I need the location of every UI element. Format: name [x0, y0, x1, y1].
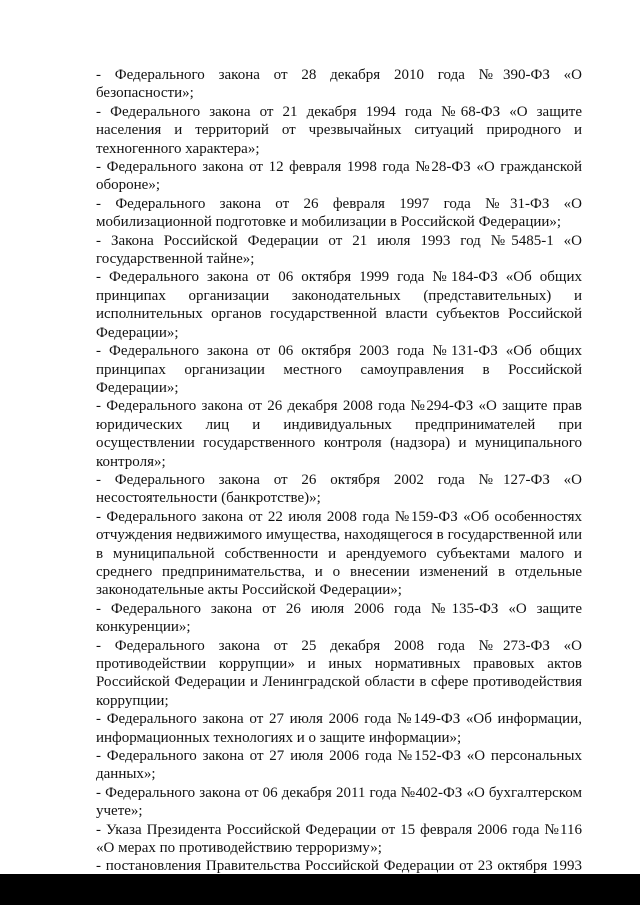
list-item: - Федерального закона от 27 июля 2006 года №149-ФЗ «Об информации, информационных технологиях и о защите информации»;: [96, 711, 582, 746]
list-item: - Федерального закона от 12 февраля 1998 года №28-ФЗ «О гражданской обороне»;: [96, 159, 582, 194]
list-item: - Федерального закона от 26 декабря 2008 года №294-ФЗ «О защите прав юридических лиц и индивидуальных предпринимателей при осуществлении государственного контроля (надзора) и муниципального контроля»;: [96, 398, 582, 470]
list-item: - Федерального закона от 21 декабря 1994 года №68-ФЗ «О защите населения и территорий от чрезвычайных ситуаций природного и техногенного характера»;: [96, 103, 582, 157]
list-item: - Федерального закона от 26 февраля 1997 года №31-ФЗ «О мобилизационной подготовке и мобилизации в Российской Федерации»;: [96, 195, 582, 231]
list-item: - Закона Российской Федерации от 21 июля 1993 год №5485-1 «О государственной тайне»;: [96, 232, 582, 268]
list-item: - Федерального закона от 06 октября 1999 года №184-ФЗ «Об общих принципах организации законодательных (представительных) и исполнительных органов государственной власти субъектов Российской Федерации»;: [96, 269, 582, 341]
list-item: - Указа Президента Российской Федерации от 15 февраля 2006 года №116 «О мерах по противодействию терроризму»;: [96, 821, 582, 857]
list-item: - Федерального закона от 27 июля 2006 года №152-ФЗ «О персональных данных»;: [96, 748, 582, 783]
list-item: - Федерального закона от 22 июля 2008 года №159-ФЗ «Об особенностях отчуждения недвижимого имущества, находящегося в государственной или в муниципальной собственности и арендуемого субъектами малого и среднего предпринимательства, и о внесении изменений в отдельные законодательные акты Российской Федерации»;: [96, 508, 582, 599]
scan-border-bar: [0, 874, 640, 905]
list-item: - Федерального закона от 06 декабря 2011 года №402-ФЗ «О бухгалтерском учете»;: [96, 784, 582, 820]
list-item: - Федерального закона от 06 октября 2003 года №131-ФЗ «Об общих принципах организации местного самоуправления в Российской Федерации»;: [96, 343, 582, 396]
list-item: - Федерального закона от 25 декабря 2008 года №273-ФЗ «О противодействии коррупции» и иных нормативных правовых актов Российской Федерации и Ленинградской области в сфере противодействия коррупции;: [96, 637, 582, 709]
document-body: [96, 66, 582, 894]
list-item: - постановления Правительства Российской Федерации от 23 октября 1993: [96, 858, 582, 875]
list-item: - Федерального закона от 26 октября 2002 года №127-ФЗ «О несостоятельности (банкротстве)»;: [96, 471, 582, 507]
list-item: - Федерального закона от 26 июля 2006 года №135-ФЗ «О защите конкуренции»;: [96, 600, 582, 636]
list-item: - Федерального закона от 28 декабря 2010 года №390-ФЗ «О безопасности»;: [96, 67, 582, 102]
